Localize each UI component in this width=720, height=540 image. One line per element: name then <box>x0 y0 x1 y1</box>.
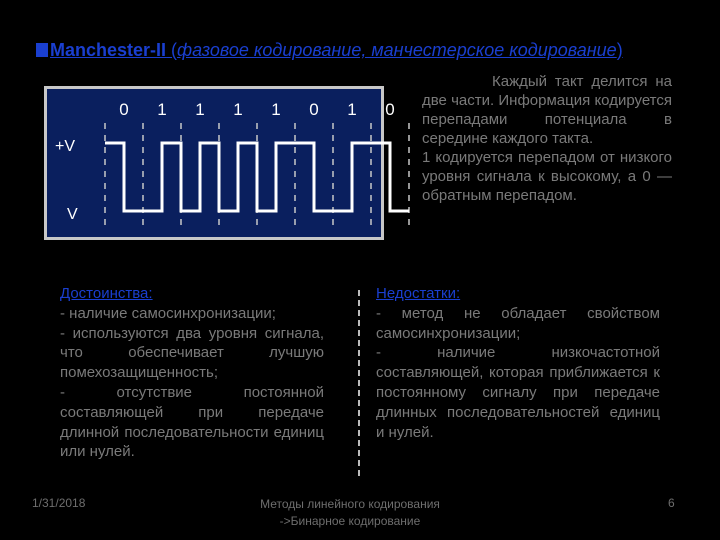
bit-label: 1 <box>195 100 205 119</box>
encoding-description <box>422 72 672 205</box>
bit-label: 1 <box>347 100 357 119</box>
advantages-block <box>60 284 324 462</box>
footer-caption-line-1: Методы линейного кодирования <box>260 497 440 511</box>
manchester-signal-line <box>105 143 409 211</box>
footer-caption <box>250 496 450 530</box>
title-open-paren: ( <box>166 40 178 60</box>
title-subtitle: фазовое кодирование, манчестерское кодирование <box>177 40 617 60</box>
title-close-paren: ) <box>616 40 623 60</box>
bit-label: 1 <box>157 100 167 119</box>
footer-page-number: 6 <box>668 496 675 510</box>
advantage-item: - наличие самосинхронизации; <box>60 304 276 322</box>
level-plus-label: +V <box>55 138 76 155</box>
footer-date: 1/31/2018 <box>32 496 86 510</box>
column-divider <box>358 290 360 476</box>
bit-label: 0 <box>385 100 395 119</box>
square-bullet-icon <box>36 43 48 57</box>
bit-label: 0 <box>119 100 129 119</box>
manchester-signal-diagram <box>44 86 395 240</box>
bit-label: 1 <box>233 100 243 119</box>
disadvantages-heading: Недостатки: <box>376 285 461 302</box>
slide-title <box>36 40 623 61</box>
signal-waveform <box>47 89 395 237</box>
bit-label: 1 <box>271 100 281 119</box>
disadvantage-item: - наличие низкочастотной составляющей, которая приближается к постоянному сигналу при передаче длинных последовательностей единиц и нулей. <box>376 344 660 441</box>
description-paragraph-2: 1 кодируется перепадом от низкого уровня сигнала к высокому, а 0 — обратным перепадом. <box>422 149 672 204</box>
disadvantage-item: - метод не обладает свойством самосинхронизации; <box>376 304 660 342</box>
footer-caption-line-2: ->Бинарное кодирование <box>279 514 421 528</box>
advantage-item: - используются два уровня сигнала, что обеспечивает лучшую помехозащищенность; <box>60 324 324 382</box>
advantages-heading: Достоинства: <box>60 285 153 302</box>
bit-label: 0 <box>309 100 319 119</box>
disadvantages-block <box>376 284 660 442</box>
advantage-item: - отсутствие постоянной составляющей при передаче длинной последовательности единиц или нулей. <box>60 383 324 461</box>
description-paragraph-1: Каждый такт делится на две части. Информация кодируется перепадами потенциала в середине каждого такта. <box>422 73 672 147</box>
title-name: Manchester-II <box>50 40 167 60</box>
level-minus-label: V <box>67 206 78 223</box>
